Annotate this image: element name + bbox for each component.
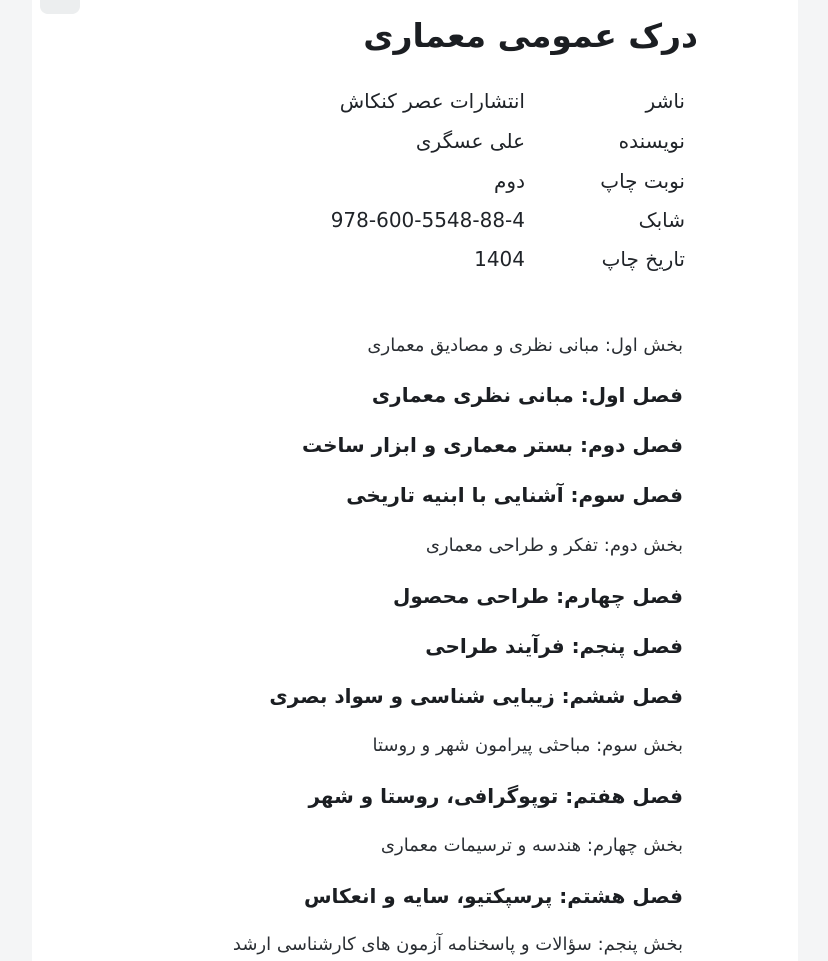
info-value: 1404 bbox=[474, 247, 525, 271]
toc-part: بخش سوم: مباحثی پیرامون شهر و روستا bbox=[372, 735, 683, 756]
book-title: درک عمومی معماری bbox=[363, 16, 698, 55]
info-row-author bbox=[285, 124, 685, 158]
info-row-edition bbox=[285, 164, 685, 198]
toc-part: بخش پنجم: سؤالات و پاسخنامه آزمون های کارشناسی ارشد bbox=[232, 934, 683, 955]
info-value: 978-600-5548-88-4 bbox=[330, 208, 525, 232]
info-row-print-date bbox=[285, 242, 685, 276]
info-row-isbn bbox=[285, 203, 685, 237]
info-label: تاریخ چاپ bbox=[601, 247, 685, 271]
toc-chapter: فصل دوم: بستر معماری و ابزار ساخت bbox=[301, 433, 683, 457]
info-label: نوبت چاپ bbox=[600, 169, 685, 193]
toc-chapter: فصل اول: مبانی نظری معماری bbox=[371, 383, 683, 407]
info-value: دوم bbox=[494, 169, 525, 193]
toc-chapter: فصل پنجم: فرآیند طراحی bbox=[425, 634, 683, 658]
book-details bbox=[32, 0, 798, 961]
info-row-publisher bbox=[285, 84, 685, 118]
toc-chapter: فصل هشتم: پرسپکتیو، سایه و انعکاس bbox=[303, 884, 683, 908]
info-label: نویسنده bbox=[618, 129, 685, 153]
right-margin bbox=[798, 0, 828, 961]
toc-part: بخش چهارم: هندسه و ترسیمات معماری bbox=[380, 835, 683, 856]
info-value: انتشارات عصر کنکاش bbox=[339, 89, 525, 113]
toc-chapter: فصل ششم: زیبایی شناسی و سواد بصری bbox=[269, 684, 683, 708]
toc-chapter: فصل هفتم: توپوگرافی، روستا و شهر bbox=[308, 784, 683, 808]
info-value: علی عسگری bbox=[415, 129, 525, 153]
toc-part: بخش اول: مبانی نظری و مصادیق معماری bbox=[367, 335, 683, 356]
info-label: ناشر bbox=[645, 89, 685, 113]
info-label: شابک bbox=[638, 208, 685, 232]
toc-chapter: فصل سوم: آشنایی با ابنیه تاریخی bbox=[346, 483, 683, 507]
left-margin bbox=[0, 0, 32, 961]
toc-part: بخش دوم: تفکر و طراحی معماری bbox=[425, 535, 683, 556]
toc-chapter: فصل چهارم: طراحی محصول bbox=[392, 584, 683, 608]
